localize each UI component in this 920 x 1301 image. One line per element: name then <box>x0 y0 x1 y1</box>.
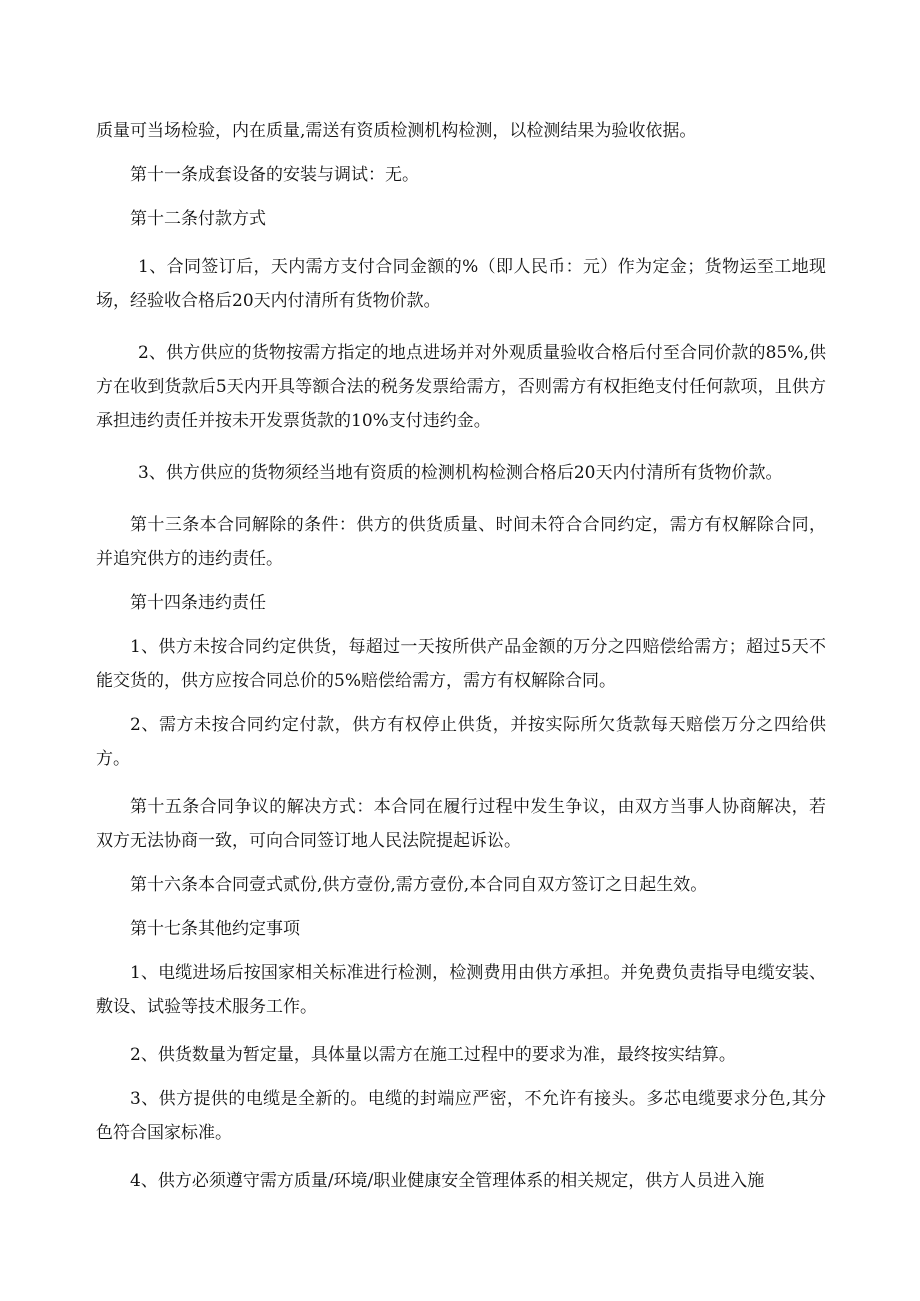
article-15: 第十五条合同争议的解决方式：本合同在履行过程中发生争议，由双方当事人协商解决，若双方无法协商一致，可向合同签订地人民法院提起诉讼。 <box>96 797 826 851</box>
article-14-item-1: 1、供方未按合同约定供货，每超过一天按所供产品金额的万分之四赔偿给需方；超过5天不能交货的，供方应按合同总价的5%赔偿给需方，需方有权解除合同。 <box>96 637 826 691</box>
article-14-heading: 第十四条违约责任 <box>130 593 266 613</box>
article-12-item-1: 1、合同签订后，天内需方支付合同金额的%（即人民币：元）作为定金；货物运至工地现场，经验收合格后20天内付清所有货物价款。 <box>96 257 826 311</box>
article-16: 第十六条本合同壹式贰份,供方壹份,需方壹份,本合同自双方签订之日起生效。 <box>130 875 708 895</box>
article-17-item-4: 4、供方必须遵守需方质量/环境/职业健康安全管理体系的相关规定，供方人员进入施 <box>130 1171 765 1191</box>
article-12-item-2: 2、供方供应的货物按需方指定的地点进场并对外观质量验收合格后付至合同价款的85%,供方在收到货款后5天内开具等额合法的税务发票给需方，否则需方有权拒绝支付任何款项，且供方承担违约责任并按未开发票货款的10%支付违约金。 <box>96 343 826 431</box>
article-13: 第十三条本合同解除的条件：供方的供货质量、时间未符合合同约定，需方有权解除合同，并追究供方的违约责任。 <box>96 515 826 569</box>
document-page <box>96 114 826 1198</box>
paragraph-quality-inspection: 质量可当场检验，内在质量,需送有资质检测机构检测，以检测结果为验收依据。 <box>96 121 697 141</box>
article-17-item-3: 3、供方提供的电缆是全新的。电缆的封端应严密，不允许有接头。多芯电缆要求分色,其分色符合国家标准。 <box>96 1089 826 1143</box>
article-11: 第十一条成套设备的安装与调试：无。 <box>130 165 419 185</box>
article-12-heading: 第十二条付款方式 <box>130 209 266 229</box>
article-14-item-2: 2、需方未按合同约定付款，供方有权停止供货，并按实际所欠货款每天赔偿万分之四给供方。 <box>96 715 826 769</box>
article-17-item-2: 2、供货数量为暂定量，具体量以需方在施工过程中的要求为准，最终按实结算。 <box>130 1045 736 1065</box>
article-17-item-1: 1、电缆进场后按国家相关标准进行检测，检测费用由供方承担。并免费负责指导电缆安装、敷设、试验等技术服务工作。 <box>96 963 826 1017</box>
article-17-heading: 第十七条其他约定事项 <box>130 919 300 939</box>
article-12-item-3: 3、供方供应的货物须经当地有资质的检测机构检测合格后20天内付清所有货物价款。 <box>138 463 783 483</box>
